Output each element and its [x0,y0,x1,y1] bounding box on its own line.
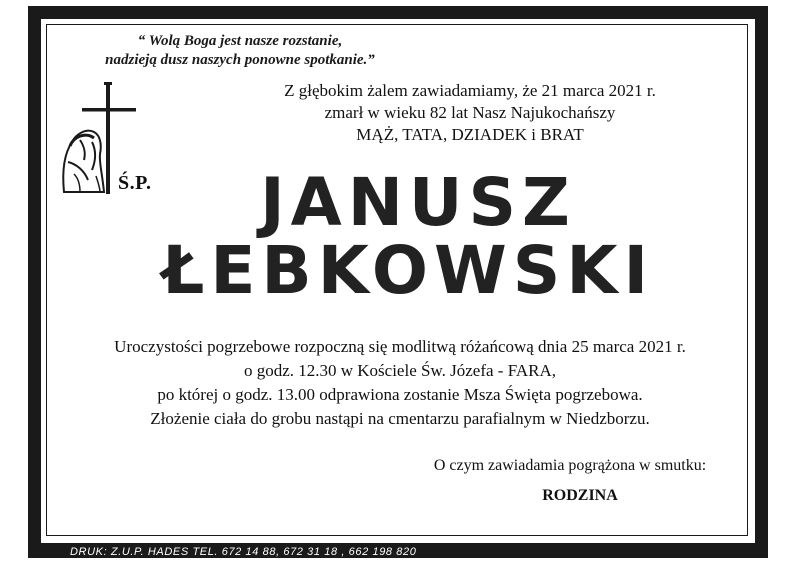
deceased-last-name: ŁEBKOWSKI [161,232,655,309]
quote-line-1: “ Wolą Boga jest nasze rozstanie, [137,33,343,49]
family-signature: RODZINA [542,487,618,504]
quote [60,32,420,70]
ceremony-line-4: Złożenie ciała do grobu nastąpi na cmentarzu parafialnym w Niedzborzu. [150,409,650,428]
intro-line-1: Z głębokim żalem zawiadamiamy, że 21 marca 2021 r. [284,81,656,100]
death-announcement [230,80,710,146]
ceremony-line-3: po której o godz. 13.00 odprawiona zostanie Msza Święta pogrzebowa. [157,385,643,404]
ceremony-line-2: o godz. 12.30 w Kościele Św. Józefa - FARA, [243,361,557,380]
funeral-details [60,335,740,431]
intro-line-2: zmarł w wieku 82 lat Nasz Najukochańszy [324,103,616,122]
closing-text: O czym zawiadamia pogrążona w smutku: [433,457,707,474]
printer-footer: DRUK: Z.U.P. HADES TEL. 672 14 88, 672 31 18 , 662 198 820 [70,546,417,558]
sp-label: Ś.P. [118,172,152,194]
deceased-first-name: JANUSZ [260,164,576,241]
quote-line-2: nadzieją dusz naszych ponowne spotkanie.” [105,52,375,68]
intro-line-3: MĄŻ, TATA, DZIADEK i BRAT [356,125,584,144]
ceremony-line-1: Uroczystości pogrzebowe rozpoczną się modlitwą różańcową dnia 25 marca 2021 r. [114,337,686,356]
